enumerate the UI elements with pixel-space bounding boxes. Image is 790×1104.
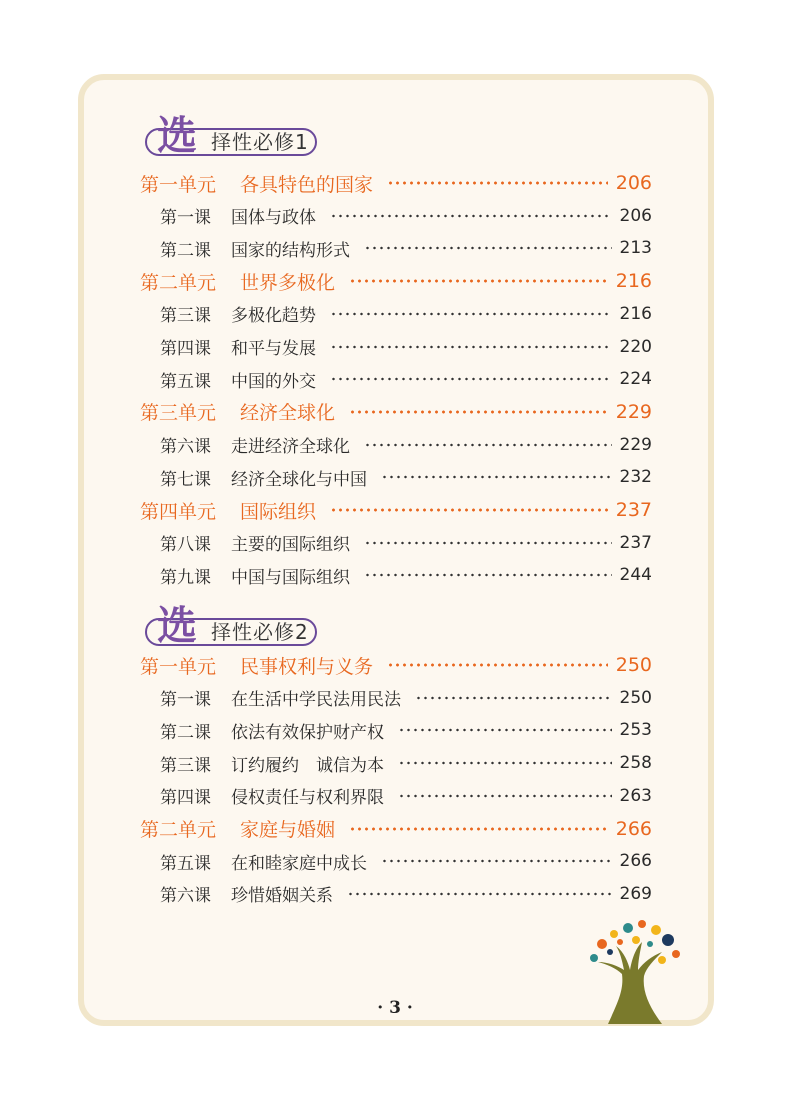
toc-lesson-row bbox=[160, 879, 652, 909]
toc-entry-title: 国体与政体 bbox=[231, 208, 316, 229]
toc-entry-number: 第六课 bbox=[160, 886, 211, 907]
toc-page-number: 232 bbox=[619, 467, 652, 488]
toc-lesson-row bbox=[160, 846, 652, 876]
section-heading-big-char: 选 bbox=[157, 603, 197, 649]
toc-leader-dots bbox=[349, 279, 608, 283]
toc-entry-title: 侵权责任与权利界限 bbox=[231, 788, 384, 809]
toc-entry-title: 依法有效保护财产权 bbox=[231, 722, 384, 743]
toc-leader-dots bbox=[349, 827, 608, 831]
toc-page-number: 269 bbox=[619, 883, 652, 904]
toc-page-number: 216 bbox=[615, 270, 652, 293]
toc-entry-title: 经济全球化 bbox=[240, 402, 336, 425]
toc-entry-number: 第一单元 bbox=[140, 173, 217, 196]
toc-entry-number: 第四课 bbox=[160, 788, 211, 809]
toc-entry-number: 第四单元 bbox=[140, 500, 217, 523]
toc-page-number: 237 bbox=[615, 499, 652, 521]
toc-leader-dots bbox=[398, 728, 612, 732]
toc-lesson-row bbox=[160, 528, 652, 558]
toc-unit-row bbox=[140, 397, 652, 427]
toc-leader-dots bbox=[381, 859, 612, 863]
toc-unit-row bbox=[140, 266, 652, 296]
toc-page-number: 266 bbox=[615, 817, 652, 840]
toc-page-number: 258 bbox=[619, 753, 652, 774]
toc-leader-dots bbox=[330, 214, 612, 218]
toc-lesson-row bbox=[160, 462, 652, 492]
toc-lesson-row bbox=[160, 201, 652, 231]
toc-page-number: 220 bbox=[619, 336, 652, 357]
toc-leader-dots bbox=[330, 312, 612, 316]
toc-lesson-row bbox=[160, 781, 652, 811]
toc-entry-number: 第二课 bbox=[160, 240, 211, 261]
section-heading-2 bbox=[145, 603, 345, 652]
toc-leader-dots bbox=[415, 696, 612, 700]
toc-entry-number: 第六课 bbox=[160, 437, 211, 458]
toc-page-number: 206 bbox=[615, 172, 652, 194]
toc-entry-number: 第二单元 bbox=[140, 819, 217, 841]
toc-entry-number: 第一单元 bbox=[140, 655, 217, 678]
section-heading-big-char: 选 bbox=[157, 113, 197, 159]
toc-entry-title: 珍惜婚姻关系 bbox=[231, 886, 333, 907]
toc-page-number: 237 bbox=[619, 532, 652, 553]
toc-page-number: 250 bbox=[615, 654, 652, 676]
toc-leader-dots bbox=[330, 377, 612, 381]
toc-entry-title: 走进经济全球化 bbox=[231, 437, 350, 458]
toc-lesson-row bbox=[160, 430, 652, 460]
toc-entry-title: 在生活中学民法用民法 bbox=[231, 690, 401, 711]
toc-entry-title: 世界多极化 bbox=[240, 271, 336, 294]
toc-entry-number: 第二单元 bbox=[140, 271, 217, 294]
toc-entry-number: 第五课 bbox=[160, 371, 211, 392]
toc-entry-title: 在和睦家庭中成长 bbox=[231, 853, 367, 874]
toc-page-number: 266 bbox=[619, 851, 652, 872]
toc-entry-title: 国家的结构形式 bbox=[231, 240, 350, 261]
toc-leader-dots bbox=[364, 541, 612, 545]
toc-leader-dots bbox=[364, 573, 612, 577]
toc-entry-number: 第三课 bbox=[160, 306, 211, 327]
toc-entry-title: 订约履约 诚信为本 bbox=[231, 755, 384, 776]
toc-entry-number: 第八课 bbox=[160, 535, 211, 556]
toc-lesson-row bbox=[160, 233, 652, 263]
toc-lesson-row bbox=[160, 748, 652, 778]
toc-entry-number: 第五课 bbox=[160, 853, 211, 874]
toc-leader-dots bbox=[330, 508, 608, 512]
toc-leader-dots bbox=[381, 475, 612, 479]
toc-leader-dots bbox=[387, 181, 608, 185]
toc-page-number: 206 bbox=[619, 205, 652, 226]
toc-page-number: 229 bbox=[615, 400, 652, 423]
toc-unit-row bbox=[140, 650, 652, 680]
toc-entry-number: 第三单元 bbox=[140, 402, 217, 425]
toc-entry-title: 国际组织 bbox=[240, 500, 317, 523]
toc-page-number: 263 bbox=[619, 785, 652, 806]
toc-unit-row bbox=[140, 495, 652, 525]
toc-entry-title: 主要的国际组织 bbox=[231, 535, 350, 556]
toc-lesson-row bbox=[160, 332, 652, 362]
toc-entry-number: 第七课 bbox=[160, 469, 211, 490]
toc-entry-title: 经济全球化与中国 bbox=[231, 469, 367, 490]
toc-entry-title: 家庭与婚姻 bbox=[240, 819, 336, 841]
toc-entry-title: 多极化趋势 bbox=[231, 306, 316, 327]
toc-leader-dots bbox=[330, 345, 612, 349]
toc-unit-row bbox=[140, 168, 652, 198]
toc-leader-dots bbox=[398, 794, 612, 798]
toc-page-number: 253 bbox=[619, 720, 652, 741]
section-heading-text: 择性必修2 bbox=[211, 620, 309, 644]
toc-entry-title: 中国的外交 bbox=[231, 371, 316, 392]
toc-entry-number: 第一课 bbox=[160, 690, 211, 711]
toc-page-number: 224 bbox=[619, 369, 652, 390]
toc-entry-number: 第二课 bbox=[160, 722, 211, 743]
toc-lesson-row bbox=[160, 299, 652, 329]
toc-entry-title: 中国与国际组织 bbox=[231, 567, 350, 588]
toc-page-number: 229 bbox=[619, 434, 652, 455]
toc-entry-title: 各具特色的国家 bbox=[240, 173, 374, 196]
toc-unit-row bbox=[140, 814, 652, 844]
toc-page-number: 244 bbox=[619, 565, 652, 586]
toc-entry-number: 第三课 bbox=[160, 755, 211, 776]
tree-illustration bbox=[580, 912, 700, 1024]
toc-leader-dots bbox=[364, 246, 612, 250]
toc-leader-dots bbox=[347, 892, 612, 896]
toc-leader-dots bbox=[349, 410, 608, 414]
page-number: · 3 · bbox=[377, 998, 413, 1018]
toc-leader-dots bbox=[398, 761, 612, 765]
section-heading-1 bbox=[145, 113, 345, 162]
toc-lesson-row bbox=[160, 715, 652, 745]
toc-entry-number: 第四课 bbox=[160, 339, 211, 359]
toc-entry-number: 第一课 bbox=[160, 208, 211, 229]
toc-page-number: 213 bbox=[619, 238, 652, 259]
toc-entry-title: 和平与发展 bbox=[231, 339, 316, 359]
section-heading-text: 择性必修1 bbox=[211, 130, 309, 154]
toc-page-number: 216 bbox=[619, 303, 652, 324]
toc-entry-title: 民事权利与义务 bbox=[240, 655, 374, 678]
toc-entry-number: 第九课 bbox=[160, 567, 211, 588]
toc-page-number: 250 bbox=[619, 687, 652, 708]
toc-lesson-row bbox=[160, 364, 652, 394]
toc-lesson-row bbox=[160, 560, 652, 590]
toc-leader-dots bbox=[364, 443, 612, 447]
toc-leader-dots bbox=[387, 663, 608, 667]
toc-lesson-row bbox=[160, 683, 652, 713]
